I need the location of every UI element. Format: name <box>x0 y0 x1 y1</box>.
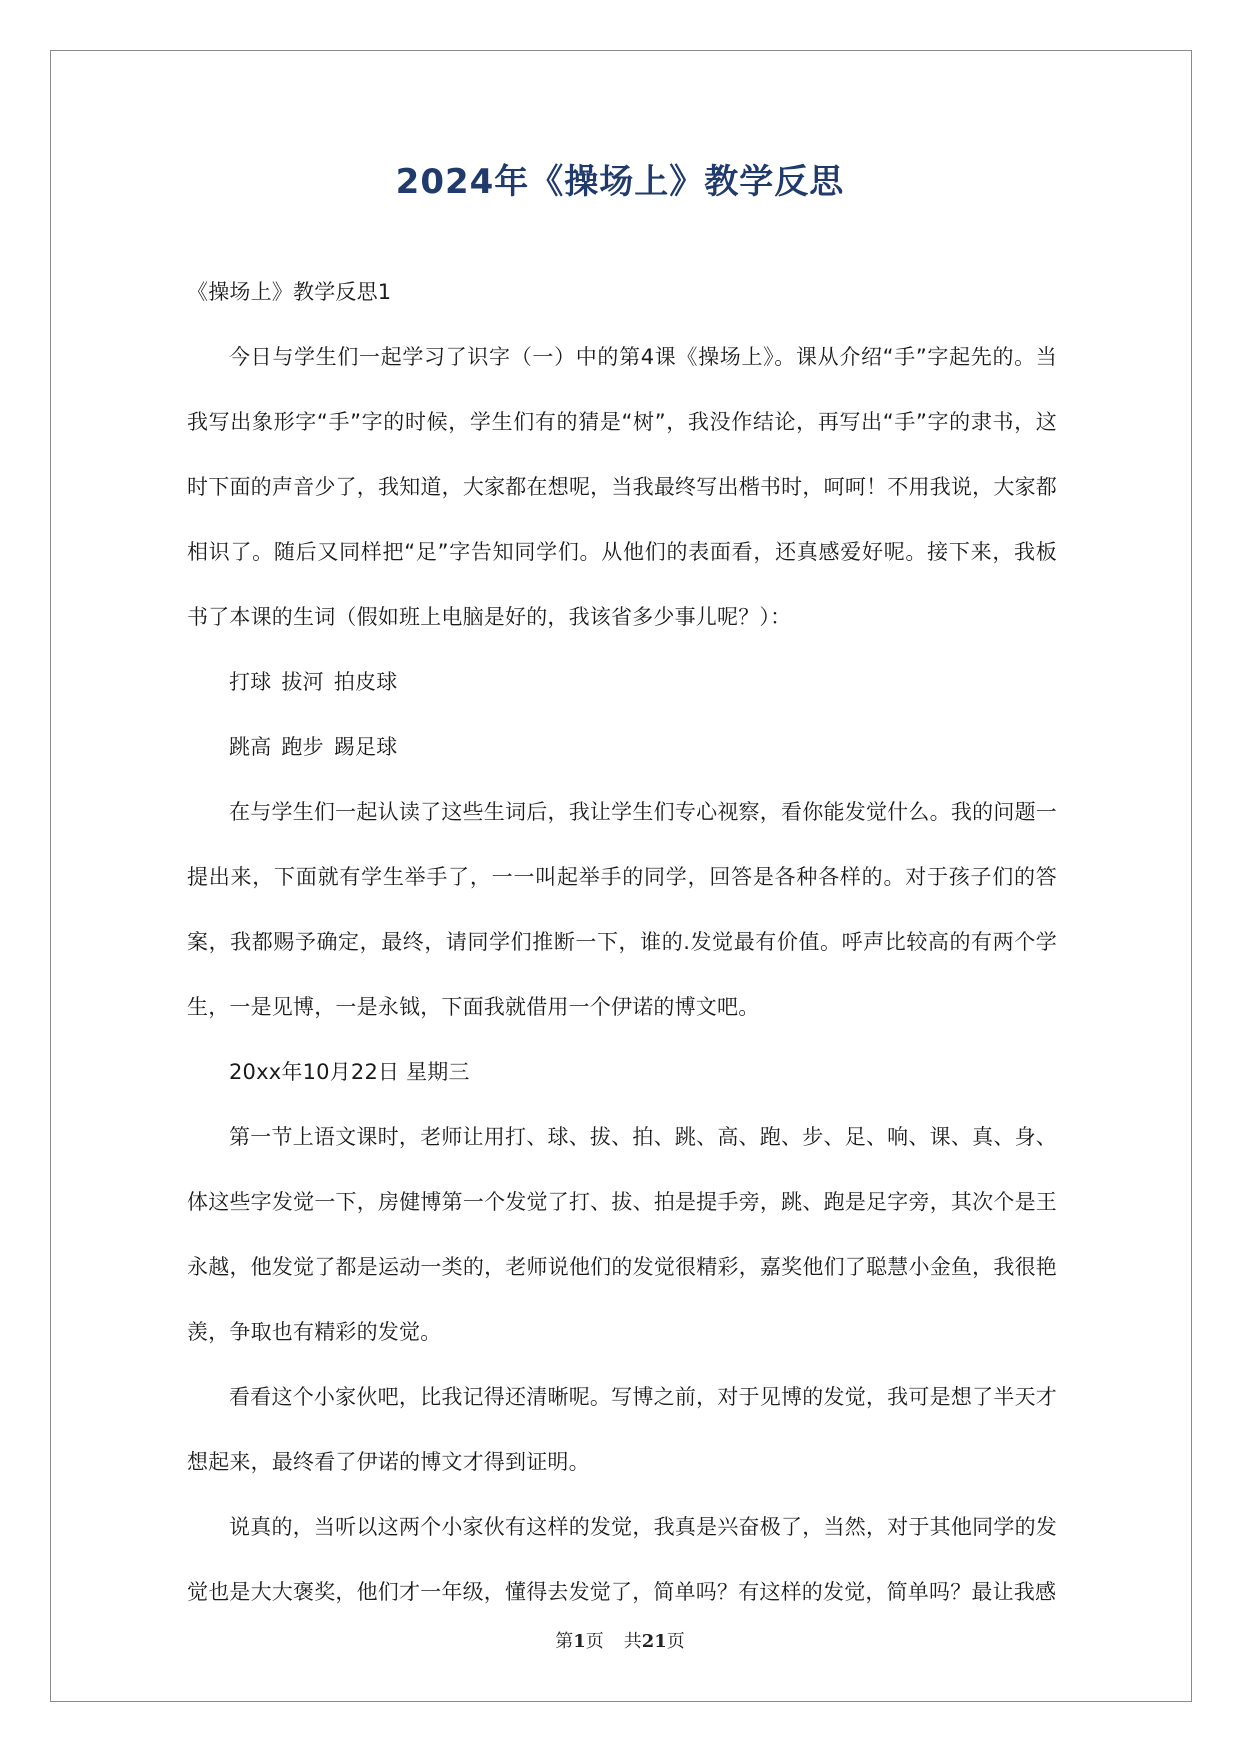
page-current: 1 <box>573 1631 586 1652</box>
word: 打球 <box>229 670 272 694</box>
date-line: 20xx年10月22日 星期三 <box>229 1060 470 1084</box>
page-label: 页 <box>585 1631 604 1652</box>
page-total: 21 <box>641 1631 667 1652</box>
section-heading: 《操场上》教学反思1 <box>187 280 392 304</box>
word: 拔河 <box>281 670 324 694</box>
document-title: 2024年《操场上》教学反思 <box>395 162 845 202</box>
word-list-line-2 <box>187 715 1057 780</box>
page-prefix: 第 <box>555 1631 574 1652</box>
paragraph-5: 说真的，当听以这两个小家伙有这样的发觉，我真是兴奋极了，当然，对于其他同学的发觉也是大大褒奖，他们才一年级，懂得去发觉了，简单吗？有这样的发觉，简单吗？最让我感 <box>187 1515 1057 1604</box>
paragraph-3: 第一节上语文课时，老师让用打、球、拔、拍、跳、高、跑、步、足、响、课、真、身、体这些字发觉一下，房健博第一个发觉了打、拔、拍是提手旁，跳、跑是足字旁，其次个是王永越，他发觉了都是运动一类的，老师说他们的发觉很精彩，嘉奖他们了聪慧小金鱼，我很艳羡，争取也有精彩的发觉。 <box>187 1125 1057 1344</box>
paragraph-1: 今日与学生们一起学习了识字（一）中的第4课《操场上》。课从介绍“手”字起先的。当我写出象形字“手”字的时候，学生们有的猜是“树”，我没作结论，再写出“手”字的隶书，这时下面的声音少了，我知道，大家都在想呢，当我最终写出楷书时，呵呵！不用我说，大家都相识了。随后又同样把“足”字告知同学们。从他们的表面看，还真感爱好呢。接下来，我板书了本课的生词（假如班上电脑是好的，我该省多少事儿呢？）： <box>187 345 1057 629</box>
paragraph-4: 看看这个小家伙吧，比我记得还清晰呢。写博之前，对于见博的发觉，我可是想了半天才想起来，最终看了伊诺的博文才得到证明。 <box>187 1385 1057 1474</box>
word: 拍皮球 <box>333 670 398 694</box>
page-footer <box>0 1630 1240 1654</box>
total-label: 页 <box>666 1631 685 1652</box>
word-list-line-1 <box>187 650 1057 715</box>
document-body <box>187 260 1057 1625</box>
word: 跑步 <box>281 735 324 759</box>
total-prefix: 共 <box>623 1631 642 1652</box>
word: 跳高 <box>229 735 272 759</box>
paragraph-2: 在与学生们一起认读了这些生词后，我让学生们专心视察，看你能发觉什么。我的问题一提出来，下面就有学生举手了，一一叫起举手的同学，回答是各种各样的。对于孩子们的答案，我都赐予确定，最终，请同学们推断一下，谁的.发觉最有价值。呼声比较高的有两个学生，一是见博，一是永钺，下面我就借用一个伊诺的博文吧。 <box>187 800 1057 1019</box>
word: 踢足球 <box>333 735 398 759</box>
